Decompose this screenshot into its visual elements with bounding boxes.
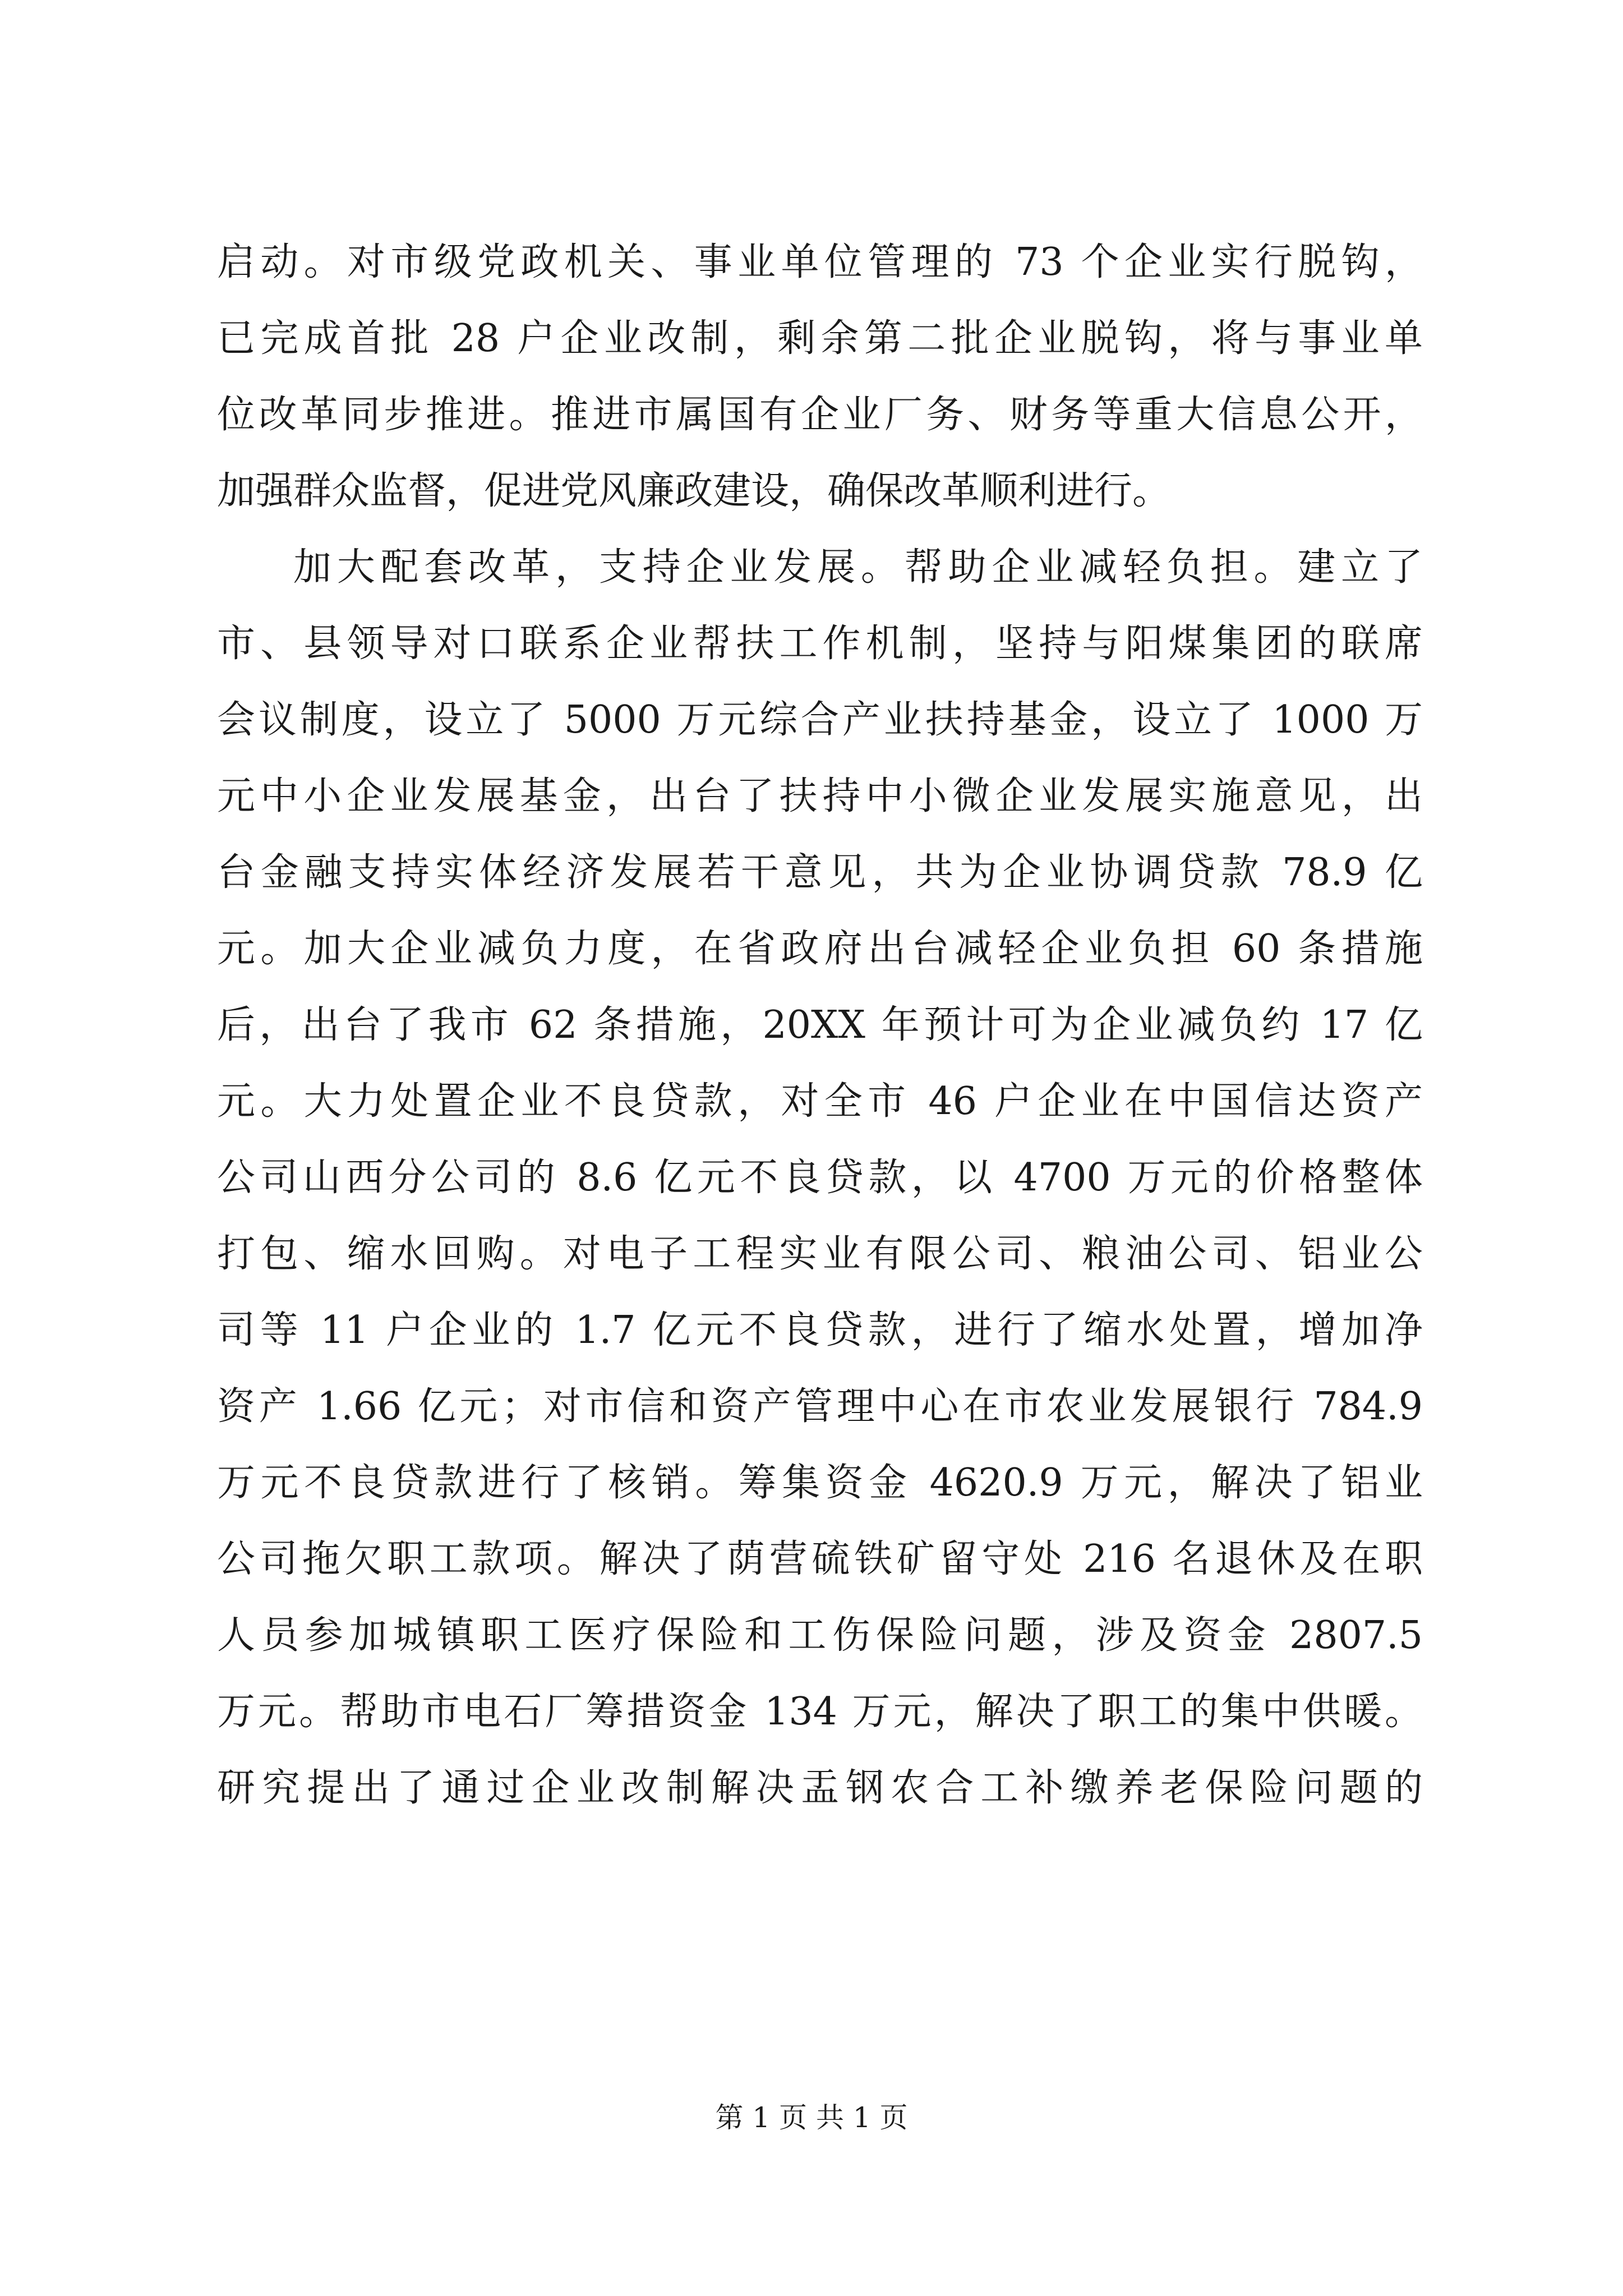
text-line: 元。大力处置企业不良贷款，对全市 46 户企业在中国信达资产 (217, 1079, 1423, 1124)
text-line: 元。加大企业减负力度，在省政府出台减轻企业负担 60 条措施 (217, 927, 1423, 971)
page-footer (0, 2101, 1623, 2134)
text-line: 打包、缩水回购。对电子工程实业有限公司、粮油公司、铝业公 (217, 1232, 1423, 1276)
text-line: 台金融支持实体经济发展若干意见，共为企业协调贷款 78.9 亿 (217, 850, 1423, 895)
text-line: 启动。对市级党政机关、事业单位管理的 73 个企业实行脱钩， (217, 240, 1423, 284)
paragraph-first-line: 加大配套改革，支持企业发展。帮助企业减轻负担。建立了 (293, 545, 1423, 590)
text-line: 人员参加城镇职工医疗保险和工伤保险问题，涉及资金 2807.5 (217, 1613, 1423, 1658)
text-line: 元中小企业发展基金，出台了扶持中小微企业发展实施意见，出 (217, 774, 1423, 818)
text-line: 万元不良贷款进行了核销。筹集资金 4620.9 万元，解决了铝业 (217, 1461, 1423, 1505)
text-line: 研究提出了通过企业改制解决盂钢农合工补缴养老保险问题的 (217, 1766, 1423, 1810)
text-line: 司等 11 户企业的 1.7 亿元不良贷款，进行了缩水处置，增加净 (217, 1308, 1423, 1352)
text-line: 已完成首批 28 户企业改制，剩余第二批企业脱钩，将与事业单 (217, 316, 1423, 361)
text-line: 公司拖欠职工款项。解决了荫营硫铁矿留守处 216 名退休及在职 (217, 1537, 1423, 1581)
text-line: 万元。帮助市电石厂筹措资金 134 万元，解决了职工的集中供暖。 (217, 1690, 1423, 1734)
text-line: 资产 1.66 亿元；对市信和资产管理中心在市农业发展银行 784.9 (217, 1384, 1423, 1429)
text-line: 会议制度，设立了 5000 万元综合产业扶持基金，设立了 1000 万 (217, 698, 1423, 742)
text-line: 位改革同步推进。推进市属国有企业厂务、财务等重大信息公开， (217, 393, 1423, 437)
text-line: 公司山西分公司的 8.6 亿元不良贷款，以 4700 万元的价格整体 (217, 1156, 1423, 1200)
text-line: 市、县领导对口联系企业帮扶工作机制，坚持与阳煤集团的联席 (217, 622, 1423, 666)
text-line: 后，出台了我市 62 条措施，20XX 年预计可为企业减负约 17 亿 (217, 1003, 1423, 1047)
page-number-label: 第 1 页 共 1 页 (715, 2101, 908, 2134)
body-text (217, 224, 1423, 1826)
text-line: 加强群众监督，促进党风廉政建设，确保改革顺利进行。 (217, 469, 1171, 513)
